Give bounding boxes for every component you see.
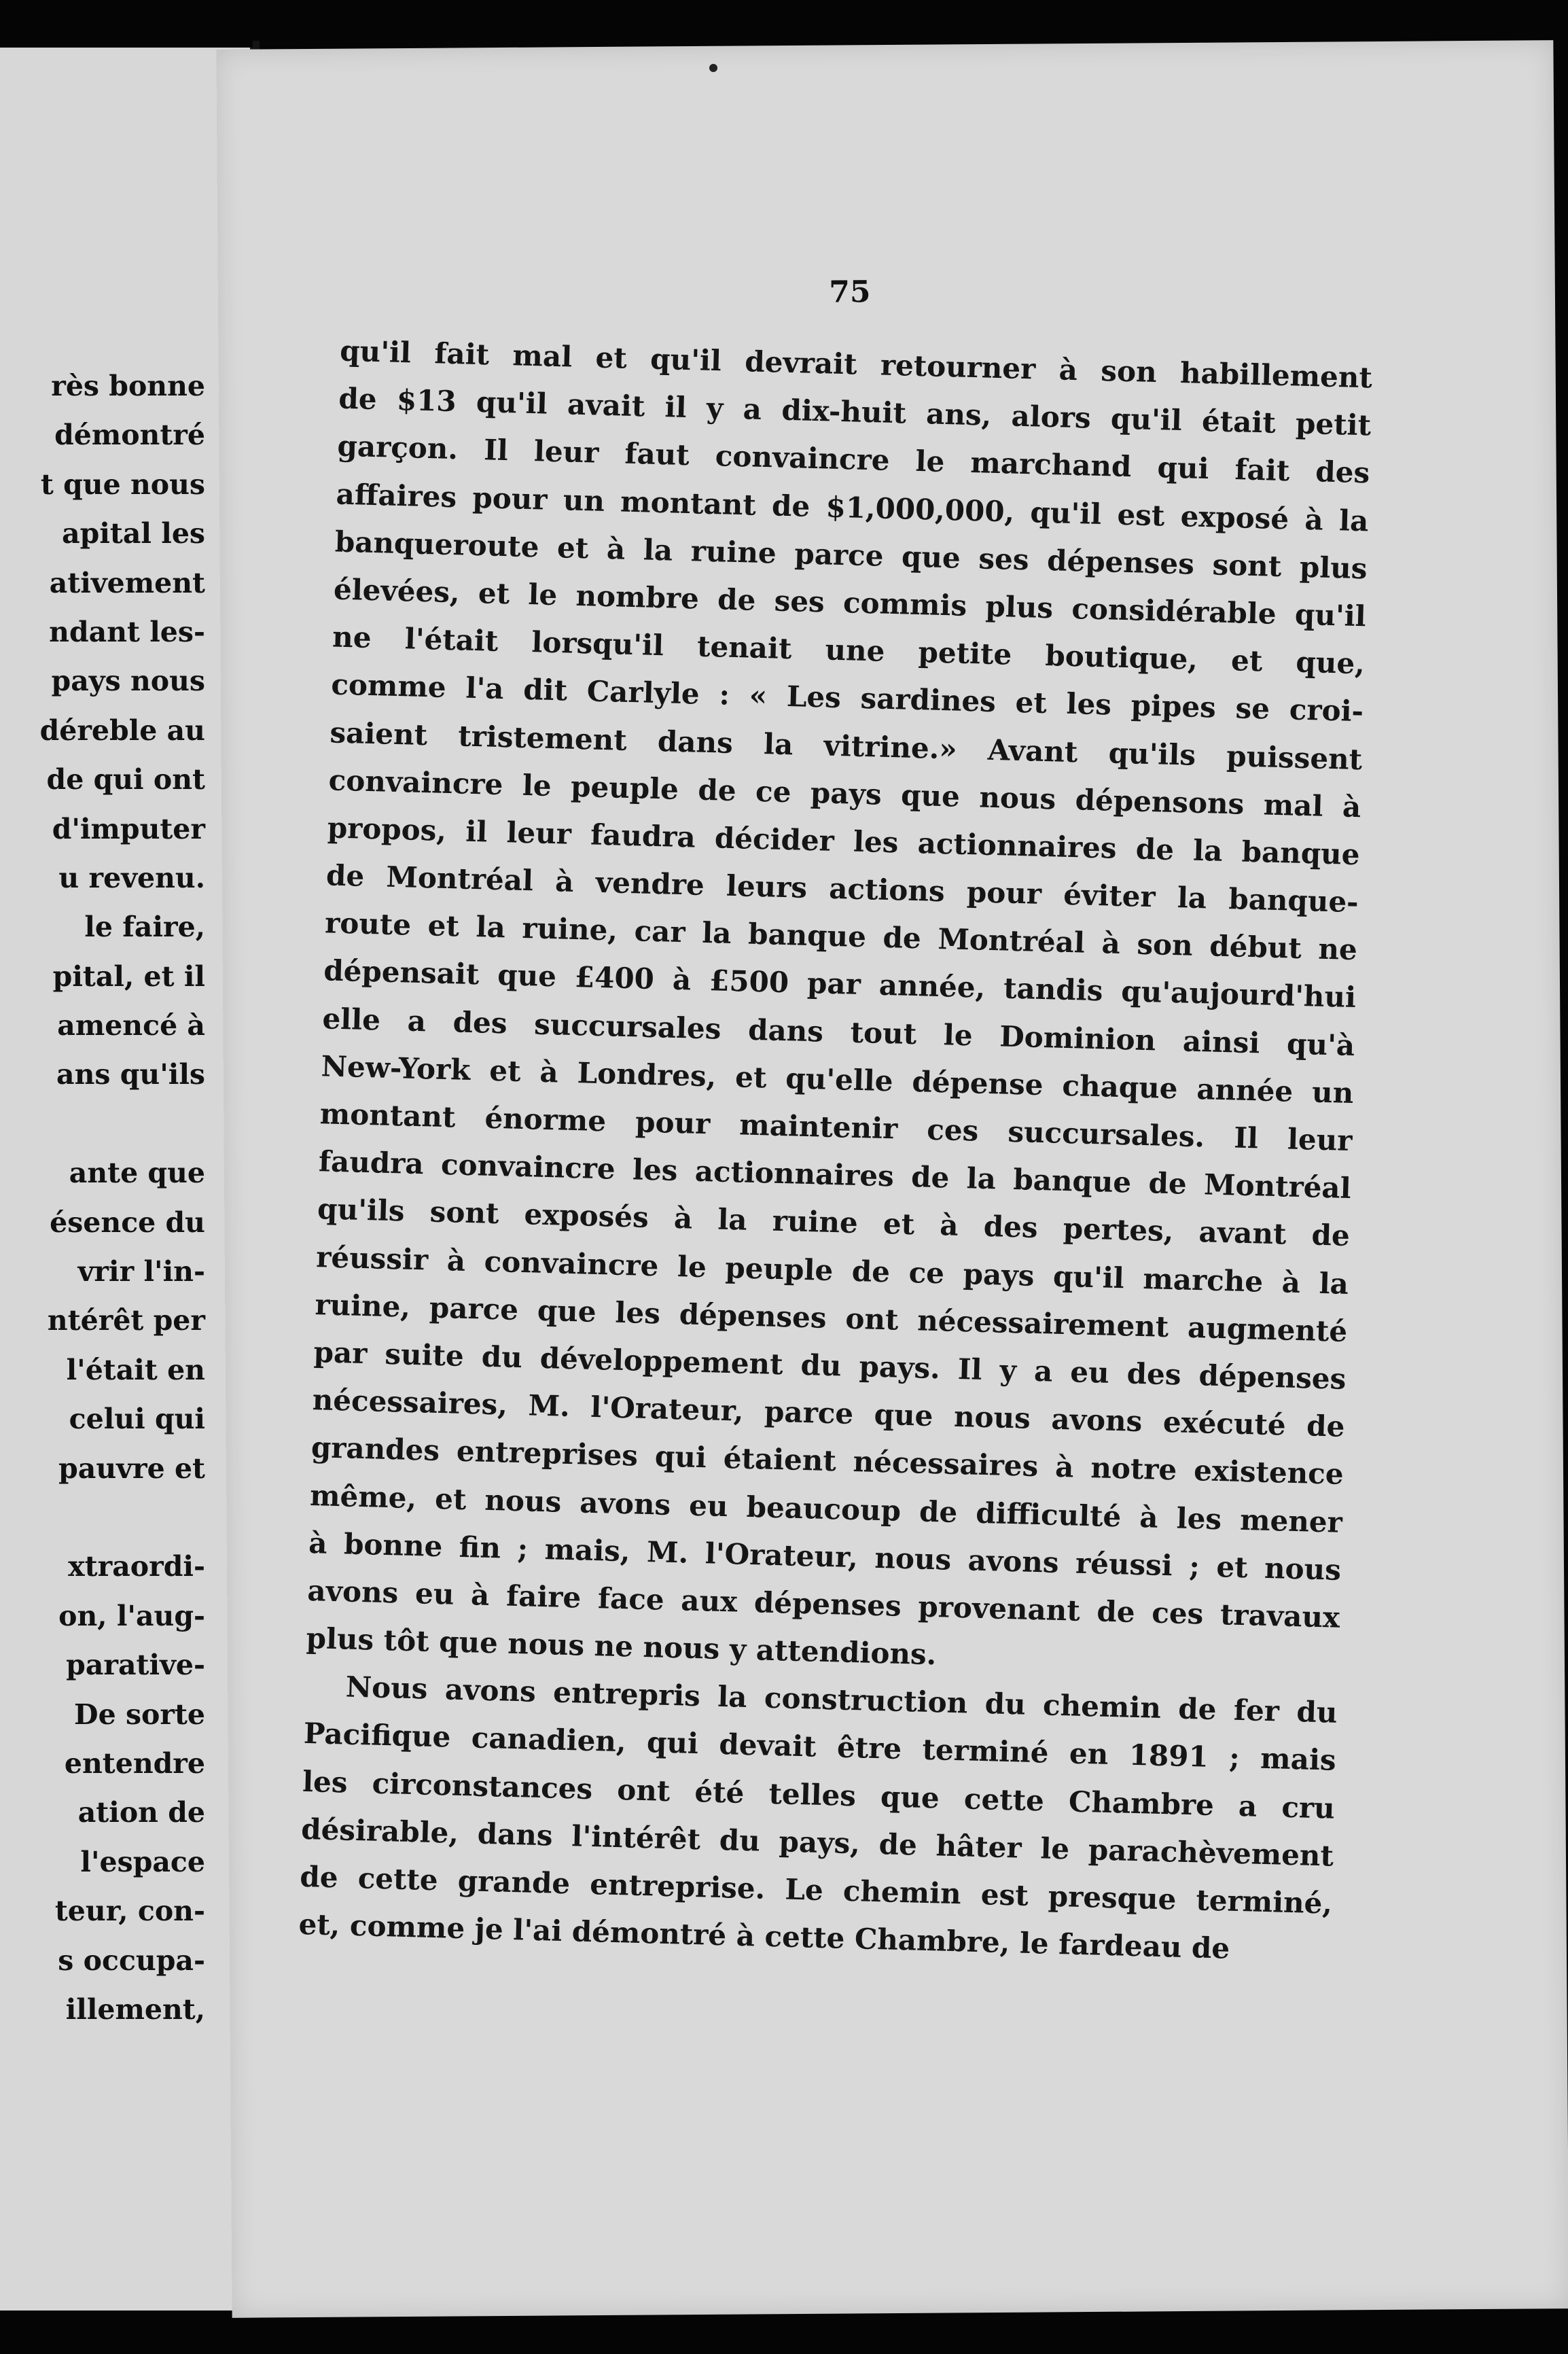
scan-speck — [709, 64, 717, 72]
left-page-text — [0, 362, 205, 2034]
text-line: dépensait que £400 à £500 par année, tandis qu'aujourd'hui — [323, 953, 1357, 1015]
text-line: Nous avons entrepris la construction du chemin de fer du — [345, 1670, 1338, 1729]
page-number: 75 — [829, 275, 871, 310]
left-page-line: l'espace — [80, 1845, 205, 1878]
text-line: par suite du développement du pays. Il y a eu des dépenses — [313, 1335, 1347, 1396]
text-line: propos, il leur faudra décider les actionnaires de la banque — [327, 811, 1361, 872]
left-page-line: on, l'aug- — [58, 1599, 205, 1632]
left-page-line: pital, et il — [52, 960, 205, 993]
text-line: les circonstances ont été telles que cette Chambre a cru — [302, 1764, 1336, 1825]
text-line: faudra convaincre les actionnaires de la banque de Montréal — [318, 1144, 1352, 1206]
text-line: désirable, dans l'intérêt du pays, de hâter le parachèvement — [300, 1812, 1334, 1873]
left-page-line: entendre — [64, 1746, 205, 1780]
left-page-line: parative- — [66, 1649, 205, 1682]
left-page-line: ation de — [77, 1796, 205, 1829]
left-page-line: apital les — [62, 517, 205, 550]
text-line: qu'ils sont exposés à la ruine et à des pertes, avant de — [317, 1192, 1351, 1253]
text-line: garçon. Il leur faut convaincre le marchand qui fait des — [337, 429, 1370, 490]
left-page-line: u revenu. — [58, 861, 205, 894]
text-line: saient tristement dans la vitrine.» Avant qu'ils puissent — [329, 715, 1363, 776]
left-page-line: démontré — [54, 419, 205, 452]
text-line: ne l'était lorsqu'il tenait une petite boutique, et que, — [332, 620, 1366, 681]
text-line: affaires pour un montant de $1,000,000, qu'il est exposé à la — [336, 477, 1369, 538]
left-page-line: xtraordi- — [68, 1550, 205, 1583]
left-page-line: celui qui — [69, 1403, 205, 1436]
page-text — [298, 328, 1373, 1975]
left-page-line: déreble au — [39, 714, 205, 747]
left-page-line: ans qu'ils — [56, 1058, 205, 1091]
left-page-line: illement, — [65, 1992, 205, 2026]
left-page-line: de qui ont — [46, 763, 205, 796]
left-page-line: ésence du — [50, 1206, 205, 1239]
text-line: qu'il fait mal et qu'il devrait retourner à son habillement — [339, 334, 1373, 395]
text-line: nécessaires, M. l'Orateur, parce que nous avons exécuté de — [312, 1383, 1346, 1444]
left-page-line: pays nous — [51, 665, 205, 698]
text-line: route et la ruine, car la banque de Montréal à son début ne — [324, 906, 1358, 967]
left-page-line: ndant les- — [49, 615, 205, 648]
text-line: de Montréal à vendre leurs actions pour éviter la banque- — [325, 858, 1359, 919]
text-line: montant énorme pour maintenir ces succursales. Il leur — [319, 1097, 1353, 1158]
left-page-line: d'imputer — [52, 812, 205, 845]
left-page-line: ativement — [49, 566, 205, 599]
text-line: banqueroute et à la ruine parce que ses dépenses sont plus — [334, 525, 1368, 586]
left-page-line: ntérêt per — [47, 1304, 205, 1337]
left-page — [0, 48, 254, 2311]
text-line: convaincre le peuple de ce pays que nous dépensons mal à — [328, 763, 1361, 824]
text-line: même, et nous avons eu beaucoup de difficulté à les mener — [309, 1478, 1343, 1539]
text-line: Pacifique canadien, qui devait être terminé en 1891 ; mais — [303, 1717, 1337, 1778]
left-page-line: ante que — [69, 1157, 205, 1190]
text-line: élevées, et le nombre de ses commis plus considérable qu'il — [333, 572, 1367, 633]
text-line: ruine, parce que les dépenses ont nécessairement augmenté — [314, 1287, 1348, 1348]
left-page-line: pauvre et — [58, 1452, 205, 1485]
left-page-line: rès bonne — [51, 370, 205, 402]
text-line: elle a des succursales dans tout le Dominion ainsi qu'à — [321, 1001, 1355, 1062]
text-line: plus tôt que nous ne nous y attendions. — [306, 1621, 937, 1672]
left-page-line: l'était en — [66, 1353, 205, 1386]
left-page-line — [0, 1100, 205, 1148]
text-line: réussir à convaincre le peuple de ce pays qu'il marche à la — [315, 1240, 1349, 1301]
text-line: et, comme je l'ai démontré à cette Chambre, le fardeau de — [298, 1908, 1230, 1965]
left-page-line: s occupa- — [58, 1944, 205, 1977]
left-page-line: le faire, — [84, 911, 205, 944]
text-line: à bonne fin ; mais, M. l'Orateur, nous avons réussi ; et nous — [308, 1526, 1342, 1587]
text-line: grandes entreprises qui étaient nécessaires à notre existence — [310, 1430, 1344, 1492]
text-line: avons eu à faire face aux dépenses provenant de ces travaux — [306, 1573, 1340, 1634]
text-line: de $13 qu'il avait il y a dix-huit ans, alors qu'il était petit — [338, 381, 1372, 442]
text-line: New-York et à Londres, et qu'elle dépense chaque année un — [321, 1049, 1354, 1110]
text-line: comme l'a dit Carlyle : « Les sardines et les pipes se croi- — [330, 667, 1364, 728]
left-page-line — [0, 1493, 205, 1542]
left-page-line: amencé à — [57, 1009, 205, 1042]
left-page-line: De sorte — [74, 1698, 205, 1731]
text-line: de cette grande entreprise. Le chemin est presque terminé, — [299, 1859, 1333, 1920]
left-page-line: t que nous — [40, 468, 205, 501]
right-page — [216, 40, 1568, 2318]
left-page-line: teur, con- — [54, 1895, 205, 1928]
left-page-line: vrir l'in- — [77, 1255, 205, 1288]
